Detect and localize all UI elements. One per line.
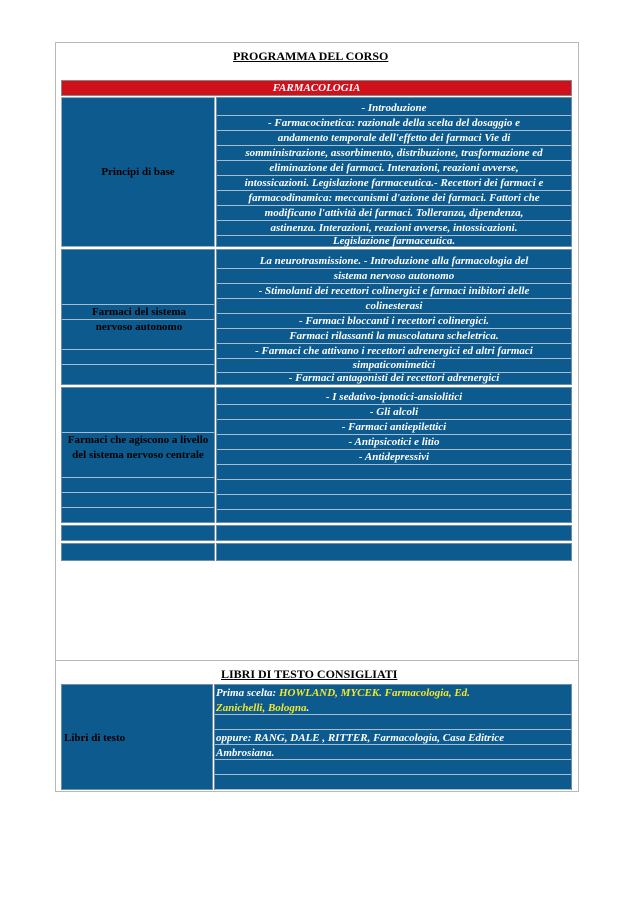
empty-row-left — [61, 543, 215, 561]
content-line — [217, 509, 571, 524]
content-line: intossicazioni. Legislazione farmaceutica.- Recettori dei farmaci e — [217, 176, 571, 191]
content-line: - Gli alcoli — [217, 405, 571, 420]
content-line: - Farmaci che attivano i recettori adrenergici ed altri farmaci — [217, 344, 571, 359]
content-line: - Farmacocinetica: razionale della scelta del dosaggio e — [217, 116, 571, 131]
section-content-autonomo — [216, 249, 572, 385]
content-line: simpaticomimetici — [217, 358, 571, 373]
book-first-title: HOWLAND, MYCEK. Farmacologia, Ed. — [278, 687, 470, 699]
libri-content-cell — [214, 684, 572, 790]
content-line: colinesterasi — [217, 299, 571, 314]
libri-heading: LIBRI DI TESTO CONSIGLIATI — [221, 667, 398, 681]
empty-row-left — [61, 525, 215, 541]
book-second-line1: oppure: RANG, DALE , RITTER, Farmacologia, Casa Editrice — [216, 732, 505, 744]
section-title-principi: Principi di base — [61, 97, 215, 247]
content-line — [217, 495, 571, 510]
content-line: - Antipsicotici e litio — [217, 435, 571, 450]
left-line — [62, 350, 214, 365]
content-line: Farmaci rilassanti la muscolatura scheletrica. — [217, 329, 571, 344]
section-divider — [55, 660, 579, 661]
left-line — [62, 418, 214, 433]
content-line: - Farmaci antagonisti dei recettori adrenergici — [288, 372, 500, 384]
book-first-publisher: Zanichelli, Bologna — [216, 702, 307, 714]
content-line: andamento temporale dell'effetto dei farmaci Vie di — [217, 131, 571, 146]
content-line: - Farmaci antiepilettici — [217, 420, 571, 435]
content-rule — [215, 775, 571, 790]
content-line: Legislazione farmaceutica. — [332, 235, 456, 247]
book-second-line2: Ambrosiana. — [216, 747, 275, 759]
section-title-snc: Farmaci che agiscono a livello del sistema nervoso centrale — [67, 434, 209, 461]
left-line — [62, 478, 214, 493]
section-content-snc — [216, 387, 572, 523]
content-line: eliminazione dei farmaci. Interazioni, reazioni avverse, — [217, 161, 571, 176]
content-rule — [215, 760, 571, 775]
left-line — [62, 335, 214, 350]
content-rule — [215, 715, 571, 730]
content-line: - Antidepressivi — [217, 450, 571, 465]
content-line — [217, 465, 571, 480]
content-line: somministrazione, assorbimento, distribuzione, trasformazione ed — [217, 146, 571, 161]
section-title-autonomo: Farmaci del sistema nervoso autonomo — [91, 306, 187, 333]
content-line: - Stimolanti dei recettori colinergici e farmaci inibitori delle — [217, 284, 571, 299]
book-first-prefix: Prima scelta: — [216, 687, 279, 699]
libri-label: Libri di testo — [64, 732, 126, 744]
empty-row-right — [216, 543, 572, 561]
left-line — [62, 290, 214, 305]
content-line: - I sedativo-ipnotici-ansiolitici — [217, 390, 571, 405]
programma-heading: PROGRAMMA DEL CORSO — [233, 49, 389, 63]
content-line: - Farmaci bloccanti i recettori colinergici. — [217, 314, 571, 329]
subject-header: FARMACOLOGIA — [61, 80, 572, 96]
content-line: La neurotrasmissione. - Introduzione alla farmacologia del — [217, 254, 571, 269]
content-line — [217, 480, 571, 495]
content-line: - Introduzione — [217, 101, 571, 116]
left-line — [62, 463, 214, 478]
content-line: astinenza. Interazioni, reazioni avverse, intossicazioni. — [217, 221, 571, 236]
content-line: sistema nervoso autonomo — [217, 269, 571, 284]
content-line: farmacodinamica: meccanismi d'azione dei farmaci. Fattori che — [217, 191, 571, 206]
book-first-suffix: . — [306, 702, 310, 714]
content-line: modificano l'attività dei farmaci. Tolleranza, dipendenza, — [217, 206, 571, 221]
empty-row-right — [216, 525, 572, 541]
left-line — [62, 493, 214, 508]
book-first-line2 — [216, 701, 309, 716]
section-content-principi — [216, 97, 572, 247]
book-first-line1 — [216, 686, 470, 701]
